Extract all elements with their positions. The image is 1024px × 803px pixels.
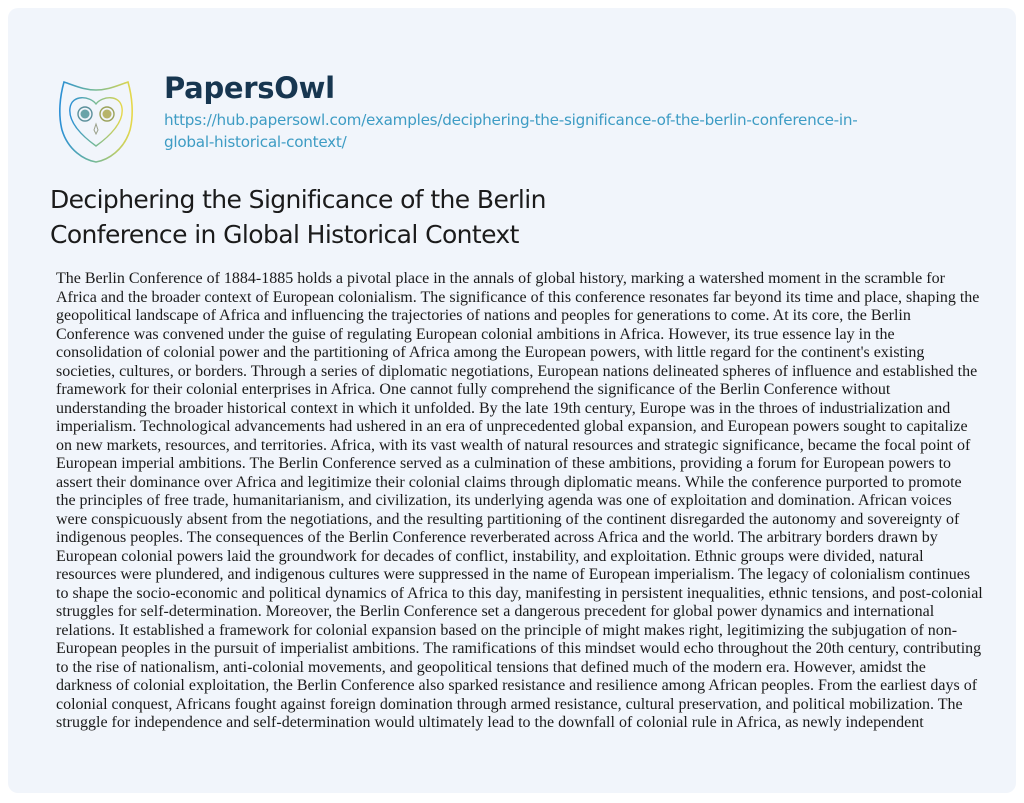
body-line: darkness of colonial exploitation, the Berlin Conference also sparked resistance and resilience among African peoples. From the earliest days of	[56, 677, 978, 694]
body-line: indigenous peoples. The consequences of the Berlin Conference reverberated across Africa and the world. The arbitrary borders drawn by	[56, 529, 938, 546]
source-url-line-1[interactable]: https://hub.papersowl.com/examples/deciphering-the-significance-of-the-berlin-conference-in-	[164, 111, 858, 129]
body-line: to shape the socio-economic and political dynamics of Africa to this day, manifesting in persistent inequalities, ethnic tensions, and post-colonial	[56, 584, 983, 602]
owl-logo-icon	[56, 74, 136, 170]
brand-header	[56, 70, 904, 170]
body-line: the principles of free trade, humanitarianism, and civilization, its underlying agenda was one of exploitation and domination. African voices	[56, 492, 952, 509]
source-url-line-2[interactable]: global-historical-context/	[164, 133, 347, 151]
page-title	[50, 182, 670, 252]
title-line-2: Conference in Global Historical Context	[50, 220, 519, 249]
body-line: were conspicuously absent from the negotiations, and the resulting partitioning of the continent disregarded the autonomy and sovereignty of	[56, 510, 960, 528]
body-line: The Berlin Conference of 1884-1885 holds a pivotal place in the annals of global history, marking a watershed moment in the scramble for	[56, 270, 945, 287]
body-line: understanding the broader historical context in which it unfolded. By the late 19th century, Europe was in the throes of industrialization and	[56, 399, 951, 417]
body-line: relations. It established a framework for colonial expansion based on the principle of might makes right, legitimizing the subjugation of non-	[56, 621, 958, 639]
article-body	[56, 270, 991, 733]
body-line: struggles for self-determination. Moreover, the Berlin Conference set a dangerous precedent for global power dynamics and international	[56, 603, 935, 620]
body-line: societies, cultures, or borders. Through a series of diplomatic negotiations, European nations delineated spheres of influence and established the	[56, 362, 978, 380]
body-line: consolidation of colonial power and the partitioning of Africa among the European powers, with little regard for the continent's existing	[56, 344, 925, 361]
body-line: to the rise of nationalism, anti-colonial movements, and geopolitical tensions that defined much of the modern era. However, amidst the	[56, 658, 926, 676]
body-line: framework for their colonial enterprises in Africa. One cannot fully comprehend the significance of the Berlin Conference without	[56, 381, 891, 398]
body-line: resources were plundered, and indigenous cultures were suppressed in the name of European imperialism. The legacy of colonialism continues	[56, 566, 971, 583]
brand-name: PapersOwl	[164, 71, 335, 105]
body-line: on new markets, resources, and territories. Africa, with its vast wealth of natural resources and strategic significance, became the focal point of	[56, 436, 971, 454]
body-line: imperialism. Technological advancements had ushered in an era of unprecedented global expansion, and European powers sought to capitalize	[56, 418, 968, 435]
body-line: European colonial powers laid the groundwork for decades of conflict, instability, and exploitation. Ethnic groups were divided, natural	[56, 547, 924, 565]
body-line: assert their dominance over Africa and legitimize their colonial claims through diplomatic means. While the conference purported to promote	[56, 473, 962, 491]
body-line: Conference was convened under the guise of regulating European colonial ambitions in Africa. However, its true essence lay in the	[56, 325, 895, 343]
body-line: colonial conquest, Africans fought against foreign domination through armed resistance, cultural preservation, and political mobilization. The	[56, 695, 963, 713]
brand-text	[164, 70, 904, 153]
body-line: European peoples in the pursuit of imperialist ambitions. The ramifications of this mindset would echo throughout the 20th century, contributing	[56, 640, 982, 657]
title-line-1: Deciphering the Significance of the Berlin	[50, 185, 546, 214]
body-line: Africa and the broader context of European colonialism. The significance of this conference resonates far beyond its time and place, shaping the	[56, 288, 980, 306]
document-card	[8, 8, 1016, 793]
body-line: geopolitical landscape of Africa and influencing the trajectories of nations and peoples for generations to come. At its core, the Berlin	[56, 307, 911, 324]
body-line: European imperial ambitions. The Berlin Conference served as a culmination of these ambitions, providing a forum for European powers to	[56, 455, 952, 472]
body-line: struggle for independence and self-determination would ultimately lead to the downfall of colonial rule in Africa, as newly independent	[56, 714, 924, 731]
source-url[interactable]	[164, 109, 904, 153]
